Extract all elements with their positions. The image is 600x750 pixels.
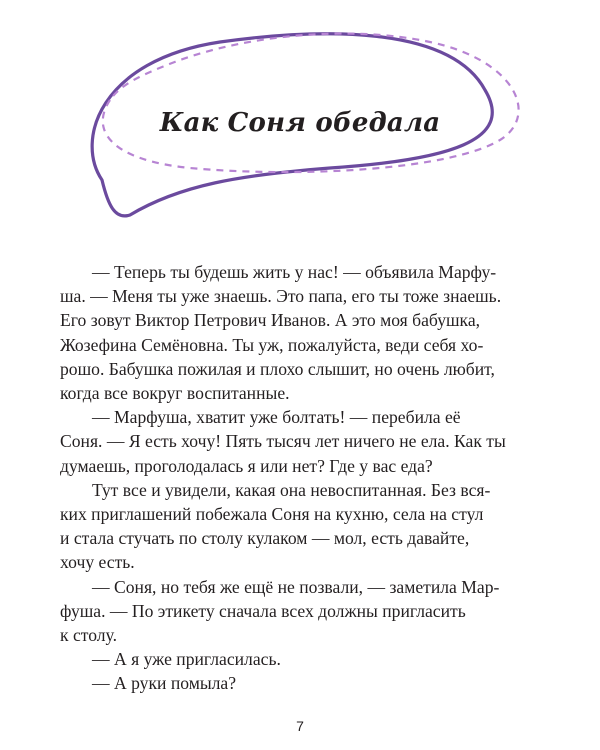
text-line: Соня. — Я есть хочу! Пять тысяч лет ничего не ела. Как ты — [60, 431, 506, 452]
text-line: ша. — Меня ты уже знаешь. Это папа, его ты тоже знаешь. — [60, 286, 502, 307]
text-line: думаешь, проголодалась я или нет? Где у вас еда? — [60, 455, 433, 476]
page-number: 7 — [296, 718, 304, 734]
dashed-ellipse-ornament — [103, 34, 519, 173]
text-line: Его зовут Виктор Петрович Иванов. А это моя бабушка, — [60, 310, 481, 331]
text-line: и стала стучать по столу кулаком — мол, есть давайте, — [60, 528, 470, 549]
text-line: — Марфуша, хватит уже болтать! — перебила её — [92, 407, 461, 428]
text-line: фуша. — По этикету сначала всех должны пригласить — [60, 600, 466, 621]
text-line: ких приглашений побежала Соня на кухню, села на стул — [60, 504, 484, 525]
text-line: — Соня, но тебя же ещё не позвали, — заметила Мар- — [92, 576, 500, 597]
text-line: к столу. — [60, 625, 117, 646]
text-line: — А руки помыла? — [92, 673, 237, 694]
text-line: — А я уже пригласилась. — [92, 649, 281, 670]
text-line: Тут все и увидели, какая она невоспитанная. Без вся- — [92, 479, 491, 500]
text-line: Жозефина Семёновна. Ты уж, пожалуйста, веди себя хо- — [60, 334, 484, 355]
text-line: — Теперь ты будешь жить у нас! — объявила Марфу- — [92, 262, 497, 282]
text-line: хочу есть. — [60, 552, 135, 573]
chapter-title: Как Соня обедала — [159, 108, 441, 138]
text-line: когда все вокруг воспитанные. — [60, 383, 290, 404]
text-line: рошо. Бабушка пожилая и плохо слышит, но очень любит, — [60, 358, 495, 379]
chapter-body — [60, 260, 540, 696]
